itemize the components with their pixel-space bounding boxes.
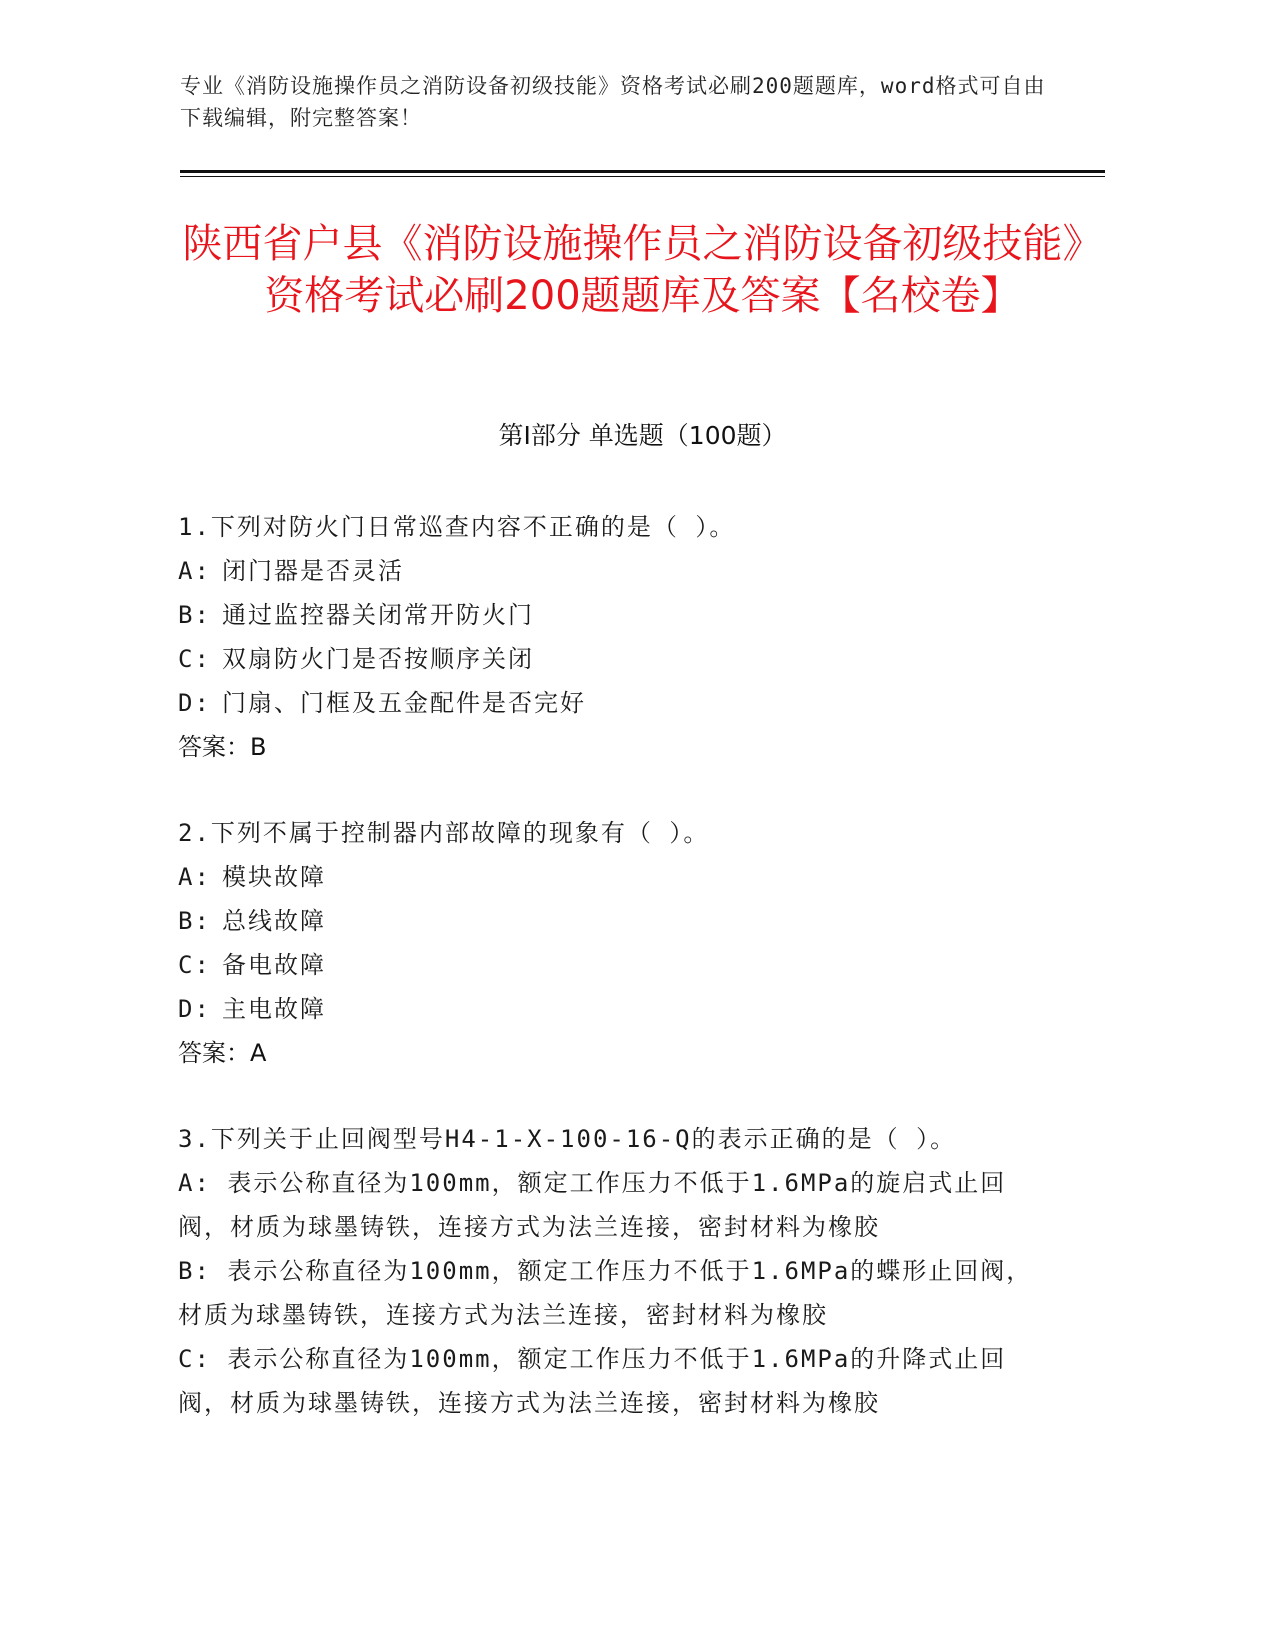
answer-line: 答案：A xyxy=(178,1039,267,1067)
question-stem: 1.下列对防火门日常巡查内容不正确的是（ ）。 xyxy=(178,513,736,541)
option-key: C: xyxy=(178,645,211,673)
option-d xyxy=(178,987,1038,1031)
document-title: 陕西省户县《消防设施操作员之消防设备初级技能》资格考试必刷200题题库及答案【名校卷】 xyxy=(182,221,1103,319)
question-stem: 3.下列关于止回阀型号H4-1-X-100-16-Q的表示正确的是（ ）。 xyxy=(178,1125,957,1153)
header-note: 专业《消防设施操作员之消防设备初级技能》资格考试必刷200题题库，word格式可自由下载编辑，附完整答案！ xyxy=(180,74,1046,130)
option-key: A: xyxy=(178,863,211,891)
option-text: 双扇防火门是否按顺序关闭 xyxy=(222,645,534,673)
question-2 xyxy=(178,811,1038,1075)
option-text: 闭门器是否灵活 xyxy=(222,557,404,585)
answer-line: 答案：B xyxy=(178,733,267,761)
option-key: D: xyxy=(178,995,211,1023)
option-b xyxy=(178,899,1038,943)
option-b xyxy=(178,593,1038,637)
option-a xyxy=(178,855,1038,899)
option-c xyxy=(178,943,1038,987)
header-rule-thin xyxy=(180,176,1105,177)
option-text: 主电故障 xyxy=(222,995,326,1023)
option-text: 模块故障 xyxy=(222,863,326,891)
question-1 xyxy=(178,505,1038,769)
option-key: C: xyxy=(178,951,211,979)
section-title: 第I部分 单选题（100题） xyxy=(498,421,787,450)
option-key: D: xyxy=(178,689,211,717)
option-a xyxy=(178,1161,1038,1249)
option-key: A: xyxy=(178,1169,211,1197)
option-key: B: xyxy=(178,907,211,935)
question-stem: 2.下列不属于控制器内部故障的现象有（ ）。 xyxy=(178,819,710,847)
option-key: A: xyxy=(178,557,211,585)
option-text: 通过监控器关闭常开防火门 xyxy=(222,601,534,629)
option-a xyxy=(178,549,1038,593)
option-b xyxy=(178,1249,1038,1337)
header-rule-thick xyxy=(180,170,1105,173)
option-text: 表示公称直径为100mm，额定工作压力不低于1.6MPa的旋启式止回阀，材质为球墨铸铁，连接方式为法兰连接，密封材料为橡胶 xyxy=(178,1169,1007,1241)
question-3 xyxy=(178,1117,1038,1425)
question-list xyxy=(178,505,1038,1467)
option-text: 总线故障 xyxy=(222,907,326,935)
option-key: B: xyxy=(178,1257,211,1285)
option-key: B: xyxy=(178,601,211,629)
option-text: 门扇、门框及五金配件是否完好 xyxy=(222,689,586,717)
option-text: 表示公称直径为100mm，额定工作压力不低于1.6MPa的升降式止回阀，材质为球墨铸铁，连接方式为法兰连接，密封材料为橡胶 xyxy=(178,1345,1007,1417)
option-d xyxy=(178,681,1038,725)
option-text: 备电故障 xyxy=(222,951,326,979)
option-c xyxy=(178,637,1038,681)
option-key: C: xyxy=(178,1345,211,1373)
option-c xyxy=(178,1337,1038,1425)
option-text: 表示公称直径为100mm，额定工作压力不低于1.6MPa的蝶形止回阀，材质为球墨铸铁，连接方式为法兰连接，密封材料为橡胶 xyxy=(178,1257,1033,1329)
